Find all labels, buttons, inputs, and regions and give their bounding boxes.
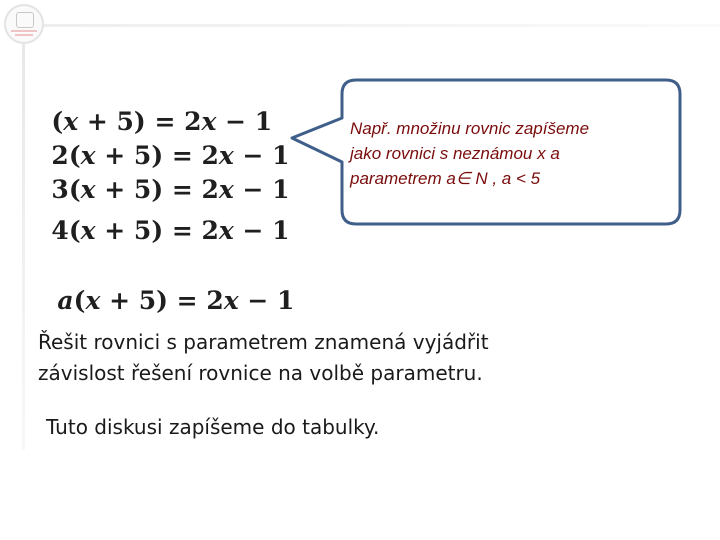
equation-variable: x <box>80 175 96 204</box>
equation-rhs-variable: x <box>218 216 234 245</box>
equation-variable: x <box>63 107 79 136</box>
equation-rhs-coefficient: 2 <box>184 107 202 136</box>
equation-coefficient: 2 <box>51 141 69 170</box>
table-note: Tuto diskusi zapíšeme do tabulky. <box>46 415 380 439</box>
equation-variable: x <box>80 216 96 245</box>
callout-line: Např. množinu rovnic zapíšeme <box>350 119 590 138</box>
equation-rhs-coefficient: 2 <box>201 141 219 170</box>
equation-row: 2(x + 5) = 2x − 1 <box>51 141 290 170</box>
callout-line: jako rovnici s neznámou x a <box>350 144 560 163</box>
equation-row: (x + 5) = 2x − 1 <box>51 107 273 136</box>
paragraph-line: Řešit rovnici s parametrem znamená vyjádřit <box>38 330 489 354</box>
equation-rhs-coefficient: 2 <box>201 175 219 204</box>
top-divider <box>44 24 720 27</box>
equation-variable: x <box>85 286 101 315</box>
callout-line: parametrem a∈ N , a < 5 <box>350 169 541 188</box>
speech-callout <box>290 78 690 228</box>
left-divider <box>22 44 25 450</box>
definition-paragraph <box>38 327 598 389</box>
equation-coefficient: 4 <box>51 216 69 245</box>
equation-variable: x <box>80 141 96 170</box>
callout-text <box>350 116 680 191</box>
logo-lettering-second <box>15 34 33 36</box>
logo-lettering <box>11 30 37 32</box>
equation-rhs-coefficient: 2 <box>206 286 224 315</box>
equation-rhs-variable: x <box>201 107 217 136</box>
logo-emblem-icon <box>16 12 34 28</box>
equation-rhs-coefficient: 2 <box>201 216 219 245</box>
equation-rhs-variable: x <box>218 175 234 204</box>
equation-rhs-variable: x <box>218 141 234 170</box>
school-logo <box>4 4 44 44</box>
equation-rhs-variable: x <box>223 286 239 315</box>
equation-row: 4(x + 5) = 2x − 1 <box>51 216 290 245</box>
equation-coefficient: 3 <box>51 175 69 204</box>
parameter-symbol: a <box>57 286 74 315</box>
equation-row: 3(x + 5) = 2x − 1 <box>51 175 290 204</box>
parametric-equation: a(x + 5) = 2x − 1 <box>57 286 295 315</box>
paragraph-line: závislost řešení rovnice na volbě parametru. <box>38 361 483 385</box>
